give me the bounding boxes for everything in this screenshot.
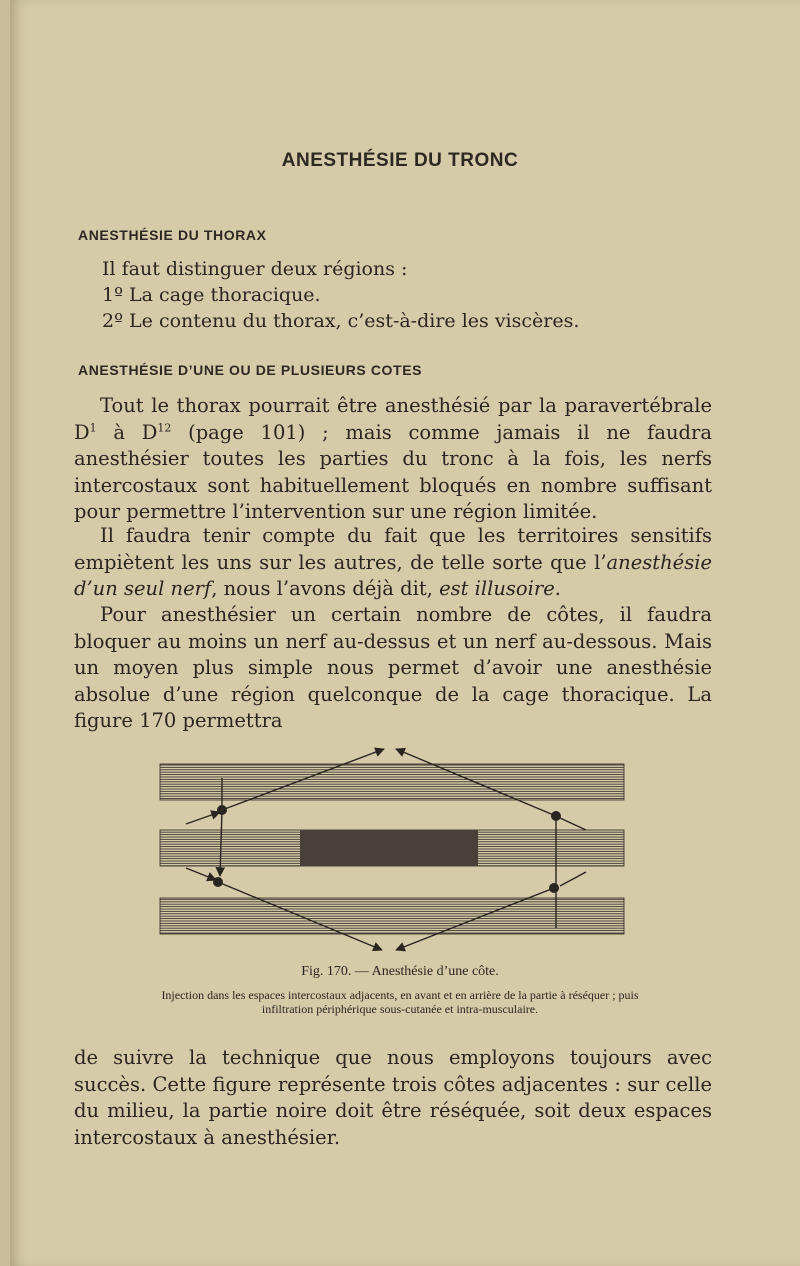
text-line: Il faut distinguer deux régions : (102, 258, 408, 280)
text-line: 2º Le contenu du thorax, c’est-à-dire les viscères. (102, 310, 580, 332)
text-line: 1º La cage thoracique. (102, 284, 321, 306)
injection-point (551, 811, 561, 821)
resected-segment (300, 830, 478, 866)
paragraph-continuation: de suivre la technique que nous employons toujours avec succès. Cette figure représente trois côtes adjacentes : sur celle du milieu, la partie noire doit être réséquée, soit deux espaces intercostaux à anesthésier. (74, 1046, 712, 1149)
paragraph-2: Il faudra tenir compte du fait que les territoires sensitifs empiètent les uns sur les autres, de telle sorte que l’anesthésie d’un seul nerf, nous l’avons déjà dit, est illusoire. (74, 524, 712, 600)
rib-diagram (158, 740, 628, 960)
paragraph-1: Tout le thorax pourrait être anesthésié par la paravertébrale $D^1$ à $D^{12}$ (page 101) ; mais comme jamais il ne faudra anesthésier toutes les parties du tronc à la fois, les nerfs intercostaux sont habituellement bloqués en nombre suffisant pour permettre l’intervention sur une région limitée. (74, 394, 712, 523)
figure-caption-title: Fig. 170. — Anesthésie d’une côte. (301, 964, 499, 979)
injection-point (213, 877, 223, 887)
section-heading-cotes: ANESTHÉSIE D’UNE OU DE PLUSIEURS COTES (78, 362, 423, 378)
paragraph-3: Pour anesthésier un certain nombre de côtes, il faudra bloquer au moins un nerf au-dessus et un nerf au-dessous. Mais un moyen plus simple nous permet d’avoir une anesthésie absolue d’une région quelconque de la cage thoracique. La figure 170 permettra (74, 603, 712, 732)
page-title: ANESTHÉSIE DU TRONC (281, 150, 519, 171)
section-heading-thorax: ANESTHÉSIE DU THORAX (78, 227, 267, 243)
figure-caption-text: Injection dans les espaces intercostaux adjacents, en avant et en arrière de la partie à réséquer ; puis infiltration périphérique sous-cutanée et intra-musculaire. (161, 988, 639, 1016)
rib-bottom (160, 898, 624, 934)
rib-top (160, 764, 624, 800)
injection-point (549, 883, 559, 893)
injection-point (217, 805, 227, 815)
